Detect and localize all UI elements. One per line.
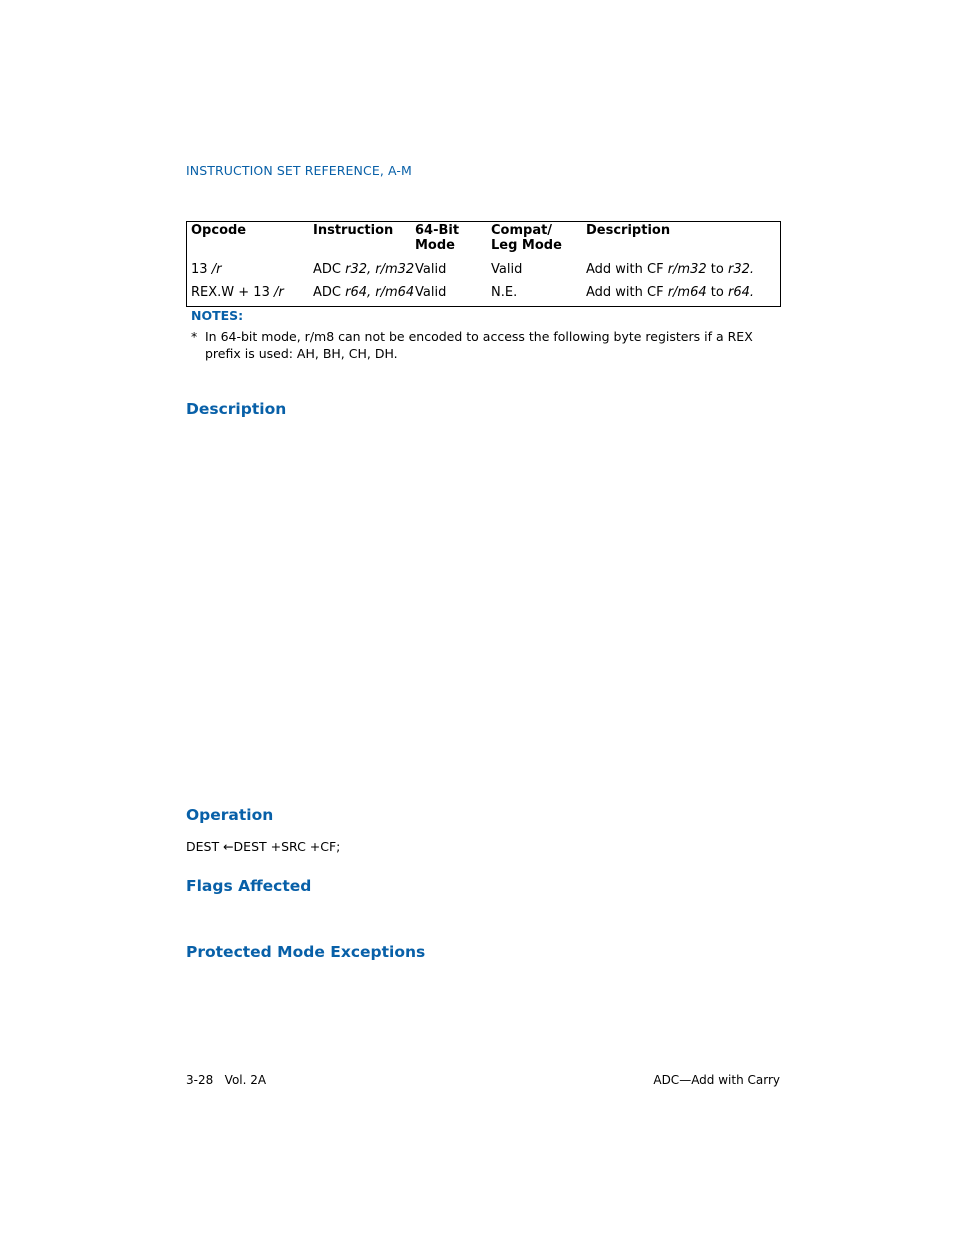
row2-desc-italic2: r64.: [727, 285, 754, 300]
note-text: In 64-bit mode, r/m8 can not be encoded to access the following byte registers if a REX prefix is used: AH, BH, CH, DH.: [205, 329, 753, 361]
footer-instruction-title: ADC—Add with Carry: [653, 1073, 780, 1087]
row1-instruction: [313, 262, 414, 277]
row2-compat-mode: N.E.: [491, 285, 518, 300]
row1-64bit-mode: Valid: [415, 262, 447, 277]
row2-opcode-italic: /r: [273, 285, 284, 300]
opcode-table: [186, 221, 781, 307]
col-header-64bit-line2: Mode: [415, 238, 455, 253]
col-header-64bit-mode: [415, 223, 459, 253]
row2-desc-plain1: Add with CF: [586, 285, 668, 300]
row1-opcode-plain: 13: [191, 262, 212, 277]
col-header-compat-mode: [491, 223, 562, 253]
row1-instr-italic: r32, r/m32: [345, 262, 415, 277]
row1-opcode-italic: /r: [211, 262, 222, 277]
row1-desc-italic1: r/m32: [667, 262, 707, 277]
row2-instruction: [313, 285, 414, 300]
notes-title: NOTES:: [191, 308, 244, 323]
col-header-description: Description: [586, 223, 671, 238]
section-heading-description: Description: [186, 400, 287, 418]
col-header-instruction: Instruction: [313, 223, 394, 238]
section-heading-protected-mode-exceptions: Protected Mode Exceptions: [186, 943, 426, 961]
col-header-compat-line1: Compat/: [491, 223, 553, 238]
row2-instr-italic: r64, r/m64: [345, 285, 415, 300]
row1-opcode: [191, 262, 221, 277]
row2-desc-plain2: to: [706, 285, 728, 300]
col-header-opcode: Opcode: [191, 223, 247, 238]
operation-code: DEST ←DEST +SRC +CF;: [186, 839, 341, 854]
row2-desc-italic1: r/m64: [667, 285, 707, 300]
col-header-64bit-line1: 64-Bit: [415, 223, 460, 238]
row1-description: [586, 262, 754, 277]
row1-desc-plain1: Add with CF: [586, 262, 668, 277]
footer-page-number: 3-28 Vol. 2A: [186, 1073, 267, 1087]
row2-opcode: [191, 285, 284, 300]
row1-compat-mode: Valid: [491, 262, 523, 277]
row2-description: [586, 285, 754, 300]
row2-64bit-mode: Valid: [415, 285, 447, 300]
row1-desc-plain2: to: [706, 262, 728, 277]
section-heading-flags-affected: Flags Affected: [186, 877, 312, 895]
section-heading-operation: Operation: [186, 806, 274, 824]
row1-desc-italic2: r32.: [727, 262, 754, 277]
row1-instr-plain: ADC: [313, 262, 346, 277]
row2-opcode-plain: REX.W + 13: [191, 285, 274, 300]
col-header-compat-line2: Leg Mode: [491, 238, 562, 253]
running-header: INSTRUCTION SET REFERENCE, A-M: [186, 163, 412, 178]
row2-instr-plain: ADC: [313, 285, 346, 300]
note-marker: *: [191, 329, 198, 344]
